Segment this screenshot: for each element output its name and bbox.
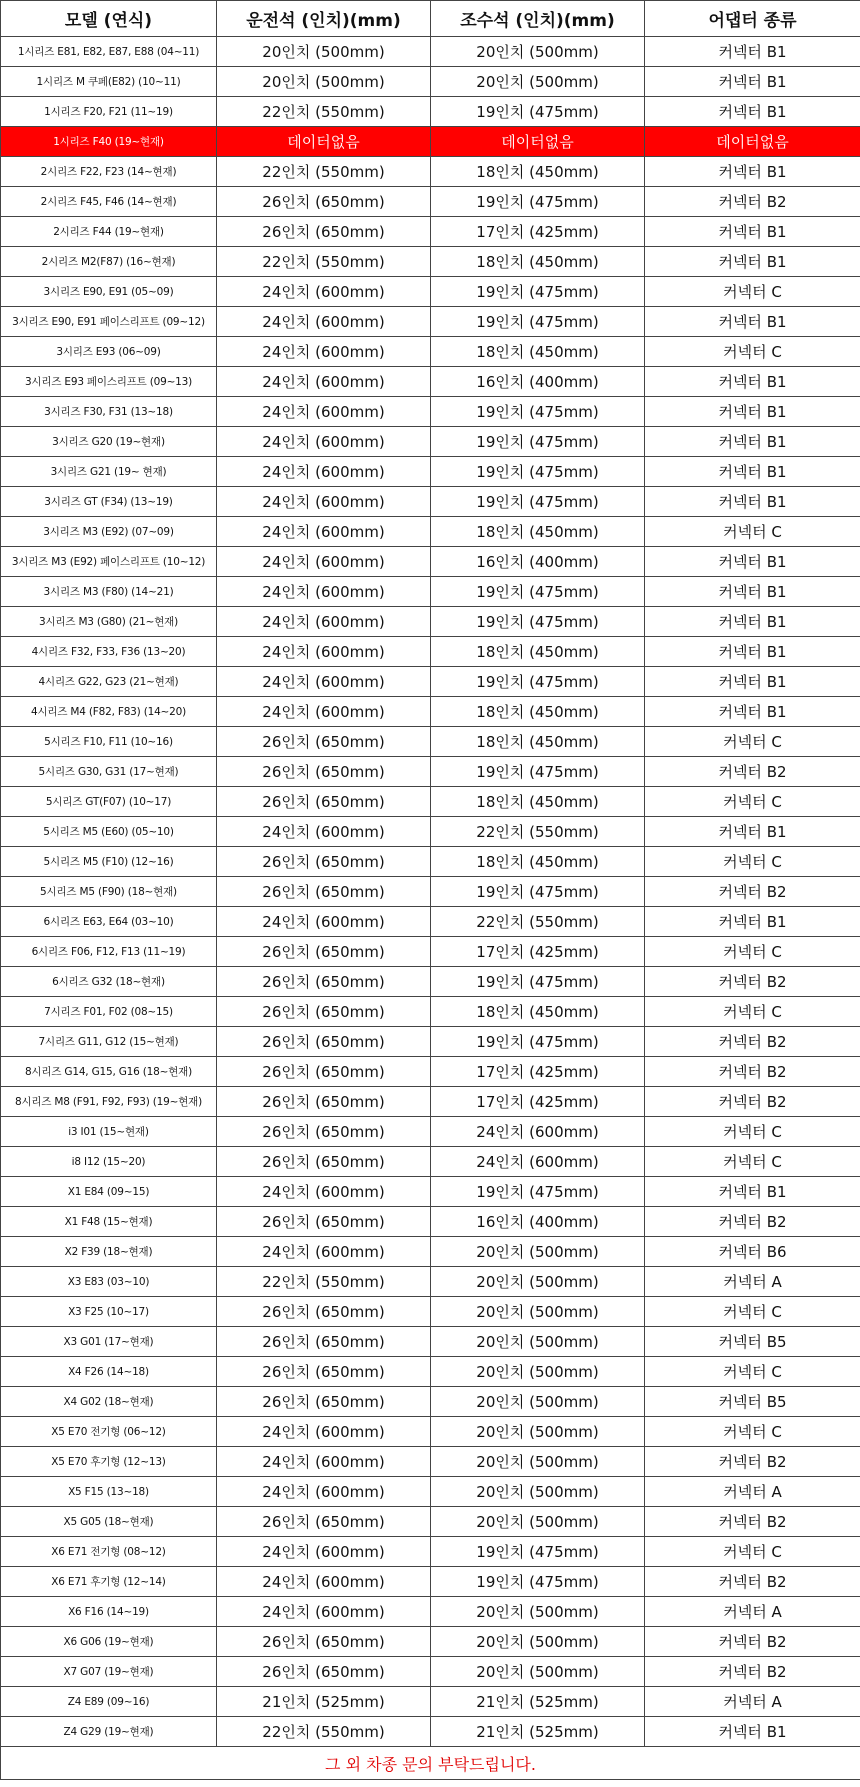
cell-model: 5시리즈 G30, G31 (17~현재): [1, 757, 217, 787]
cell-adapter: 커넥터 B2: [645, 1567, 860, 1597]
cell-passenger-size: 21인치 (525mm): [431, 1717, 645, 1747]
cell-model: X7 G07 (19~현재): [1, 1657, 217, 1687]
table-row: [1, 157, 860, 187]
table-footer: [1, 1747, 860, 1780]
cell-driver-size: 24인치 (600mm): [217, 547, 431, 577]
table-row: [1, 727, 860, 757]
cell-driver-size: 데이터없음: [217, 127, 431, 157]
cell-passenger-size: 20인치 (500mm): [431, 1477, 645, 1507]
cell-passenger-size: 20인치 (500mm): [431, 1237, 645, 1267]
cell-passenger-size: 20인치 (500mm): [431, 1297, 645, 1327]
cell-passenger-size: 21인치 (525mm): [431, 1687, 645, 1717]
cell-passenger-size: 19인치 (475mm): [431, 1537, 645, 1567]
cell-driver-size: 24인치 (600mm): [217, 1237, 431, 1267]
table-row: [1, 577, 860, 607]
cell-driver-size: 26인치 (650mm): [217, 1657, 431, 1687]
table-row: [1, 877, 860, 907]
cell-adapter: 커넥터 B1: [645, 157, 860, 187]
cell-model: 7시리즈 G11, G12 (15~현재): [1, 1027, 217, 1057]
table-row: [1, 1357, 860, 1387]
cell-passenger-size: 19인치 (475mm): [431, 427, 645, 457]
table-row: [1, 547, 860, 577]
cell-driver-size: 24인치 (600mm): [217, 1417, 431, 1447]
cell-passenger-size: 19인치 (475mm): [431, 277, 645, 307]
table-row: [1, 277, 860, 307]
cell-passenger-size: 20인치 (500mm): [431, 1267, 645, 1297]
table-row: [1, 1387, 860, 1417]
table-row: [1, 1687, 860, 1717]
cell-driver-size: 24인치 (600mm): [217, 307, 431, 337]
cell-driver-size: 24인치 (600mm): [217, 1477, 431, 1507]
cell-passenger-size: 20인치 (500mm): [431, 1657, 645, 1687]
cell-model: X3 E83 (03~10): [1, 1267, 217, 1297]
cell-passenger-size: 20인치 (500mm): [431, 1597, 645, 1627]
cell-adapter: 커넥터 C: [645, 1117, 860, 1147]
cell-driver-size: 24인치 (600mm): [217, 517, 431, 547]
cell-passenger-size: 20인치 (500mm): [431, 37, 645, 67]
cell-driver-size: 26인치 (650mm): [217, 727, 431, 757]
table-header: [1, 1, 860, 37]
table-row: [1, 187, 860, 217]
cell-passenger-size: 19인치 (475mm): [431, 187, 645, 217]
cell-passenger-size: 19인치 (475mm): [431, 1567, 645, 1597]
table-row: [1, 67, 860, 97]
cell-driver-size: 24인치 (600mm): [217, 1177, 431, 1207]
cell-passenger-size: 17인치 (425mm): [431, 937, 645, 967]
cell-passenger-size: 18인치 (450mm): [431, 997, 645, 1027]
cell-adapter: 커넥터 B1: [645, 67, 860, 97]
table-row: [1, 1447, 860, 1477]
cell-passenger-size: 20인치 (500mm): [431, 1357, 645, 1387]
cell-model: 1시리즈 E81, E82, E87, E88 (04~11): [1, 37, 217, 67]
cell-adapter: 커넥터 C: [645, 277, 860, 307]
cell-driver-size: 24인치 (600mm): [217, 1447, 431, 1477]
cell-passenger-size: 24인치 (600mm): [431, 1117, 645, 1147]
cell-driver-size: 22인치 (550mm): [217, 97, 431, 127]
cell-passenger-size: 20인치 (500mm): [431, 1627, 645, 1657]
table-row: [1, 967, 860, 997]
cell-passenger-size: 16인치 (400mm): [431, 547, 645, 577]
cell-passenger-size: 19인치 (475mm): [431, 967, 645, 997]
table-row: [1, 427, 860, 457]
cell-driver-size: 26인치 (650mm): [217, 967, 431, 997]
cell-driver-size: 26인치 (650mm): [217, 997, 431, 1027]
table-row: [1, 217, 860, 247]
cell-model: 3시리즈 E93 (06~09): [1, 337, 217, 367]
cell-model: 3시리즈 G20 (19~현재): [1, 427, 217, 457]
cell-adapter: 커넥터 B5: [645, 1387, 860, 1417]
cell-passenger-size: 19인치 (475mm): [431, 607, 645, 637]
cell-passenger-size: 19인치 (475mm): [431, 457, 645, 487]
cell-model: 3시리즈 M3 (G80) (21~현재): [1, 607, 217, 637]
cell-driver-size: 24인치 (600mm): [217, 607, 431, 637]
cell-passenger-size: 데이터없음: [431, 127, 645, 157]
cell-adapter: 커넥터 B1: [645, 457, 860, 487]
table-row: [1, 1567, 860, 1597]
table-row: [1, 757, 860, 787]
cell-adapter: 커넥터 B2: [645, 877, 860, 907]
cell-adapter: 커넥터 B2: [645, 1657, 860, 1687]
header-driver-seat: 운전석 (인치)(mm): [217, 1, 431, 37]
cell-driver-size: 20인치 (500mm): [217, 37, 431, 67]
table-row: [1, 787, 860, 817]
cell-model: 5시리즈 M5 (E60) (05~10): [1, 817, 217, 847]
table-row: [1, 1147, 860, 1177]
table-row: [1, 37, 860, 67]
cell-adapter: 커넥터 C: [645, 787, 860, 817]
cell-model: 3시리즈 GT (F34) (13~19): [1, 487, 217, 517]
cell-driver-size: 26인치 (650mm): [217, 1057, 431, 1087]
cell-adapter: 커넥터 B1: [645, 217, 860, 247]
table-row: [1, 1177, 860, 1207]
cell-passenger-size: 22인치 (550mm): [431, 907, 645, 937]
cell-adapter: 커넥터 C: [645, 1417, 860, 1447]
cell-driver-size: 24인치 (600mm): [217, 577, 431, 607]
cell-passenger-size: 20인치 (500mm): [431, 1417, 645, 1447]
cell-adapter: 커넥터 C: [645, 1147, 860, 1177]
table-row: [1, 997, 860, 1027]
cell-adapter: 커넥터 B2: [645, 1207, 860, 1237]
cell-driver-size: 26인치 (650mm): [217, 1147, 431, 1177]
cell-adapter: 커넥터 B1: [645, 37, 860, 67]
cell-model: 7시리즈 F01, F02 (08~15): [1, 997, 217, 1027]
cell-model: X4 G02 (18~현재): [1, 1387, 217, 1417]
table-row: [1, 697, 860, 727]
cell-passenger-size: 20인치 (500mm): [431, 1447, 645, 1477]
cell-adapter: 커넥터 B1: [645, 97, 860, 127]
cell-model: 3시리즈 M3 (E92) 페이스리프트 (10~12): [1, 547, 217, 577]
cell-adapter: 커넥터 B1: [645, 907, 860, 937]
cell-passenger-size: 20인치 (500mm): [431, 1507, 645, 1537]
table-row: [1, 97, 860, 127]
cell-driver-size: 24인치 (600mm): [217, 457, 431, 487]
cell-model: 2시리즈 F44 (19~현재): [1, 217, 217, 247]
cell-model: X3 F25 (10~17): [1, 1297, 217, 1327]
cell-adapter: 커넥터 B1: [645, 247, 860, 277]
table-row: [1, 1297, 860, 1327]
cell-passenger-size: 18인치 (450mm): [431, 247, 645, 277]
cell-passenger-size: 19인치 (475mm): [431, 667, 645, 697]
cell-adapter: 커넥터 B1: [645, 667, 860, 697]
cell-passenger-size: 17인치 (425mm): [431, 1087, 645, 1117]
cell-adapter: 커넥터 B2: [645, 1447, 860, 1477]
cell-driver-size: 24인치 (600mm): [217, 337, 431, 367]
cell-adapter: 커넥터 B1: [645, 397, 860, 427]
table-row: [1, 1597, 860, 1627]
cell-adapter: 커넥터 B1: [645, 547, 860, 577]
cell-passenger-size: 19인치 (475mm): [431, 307, 645, 337]
cell-adapter: 커넥터 B2: [645, 1027, 860, 1057]
cell-adapter: 커넥터 B2: [645, 1507, 860, 1537]
cell-passenger-size: 17인치 (425mm): [431, 217, 645, 247]
cell-driver-size: 26인치 (650mm): [217, 1297, 431, 1327]
cell-adapter: 커넥터 C: [645, 727, 860, 757]
cell-adapter: 커넥터 A: [645, 1687, 860, 1717]
cell-passenger-size: 20인치 (500mm): [431, 1387, 645, 1417]
cell-model: 3시리즈 E93 페이스리프트 (09~13): [1, 367, 217, 397]
cell-passenger-size: 19인치 (475mm): [431, 487, 645, 517]
header-passenger-seat: 조수석 (인치)(mm): [431, 1, 645, 37]
cell-adapter: 데이터없음: [645, 127, 860, 157]
cell-passenger-size: 19인치 (475mm): [431, 577, 645, 607]
cell-adapter: 커넥터 B2: [645, 1087, 860, 1117]
cell-model: 4시리즈 M4 (F82, F83) (14~20): [1, 697, 217, 727]
table-row: [1, 1027, 860, 1057]
cell-model: 3시리즈 M3 (F80) (14~21): [1, 577, 217, 607]
cell-driver-size: 20인치 (500mm): [217, 67, 431, 97]
cell-model: X4 F26 (14~18): [1, 1357, 217, 1387]
cell-model: X6 E71 후기형 (12~14): [1, 1567, 217, 1597]
cell-model: X1 F48 (15~현재): [1, 1207, 217, 1237]
cell-model: Z4 G29 (19~현재): [1, 1717, 217, 1747]
cell-driver-size: 24인치 (600mm): [217, 487, 431, 517]
table-row: [1, 1507, 860, 1537]
cell-model: 3시리즈 F30, F31 (13~18): [1, 397, 217, 427]
cell-passenger-size: 18인치 (450mm): [431, 787, 645, 817]
cell-model: 3시리즈 E90, E91 페이스리프트 (09~12): [1, 307, 217, 337]
table-row: [1, 667, 860, 697]
table-row: [1, 1117, 860, 1147]
cell-driver-size: 26인치 (650mm): [217, 1627, 431, 1657]
table-row: [1, 1207, 860, 1237]
table-row: [1, 847, 860, 877]
cell-driver-size: 24인치 (600mm): [217, 277, 431, 307]
table-row: [1, 607, 860, 637]
cell-adapter: 커넥터 B2: [645, 967, 860, 997]
cell-passenger-size: 19인치 (475mm): [431, 97, 645, 127]
cell-passenger-size: 17인치 (425mm): [431, 1057, 645, 1087]
cell-adapter: 커넥터 B2: [645, 757, 860, 787]
cell-adapter: 커넥터 B1: [645, 697, 860, 727]
cell-adapter: 커넥터 C: [645, 517, 860, 547]
cell-adapter: 커넥터 C: [645, 997, 860, 1027]
table-row: [1, 937, 860, 967]
table-row: [1, 337, 860, 367]
cell-passenger-size: 19인치 (475mm): [431, 1177, 645, 1207]
cell-passenger-size: 18인치 (450mm): [431, 517, 645, 547]
cell-driver-size: 26인치 (650mm): [217, 937, 431, 967]
cell-driver-size: 24인치 (600mm): [217, 397, 431, 427]
table-row: [1, 817, 860, 847]
cell-passenger-size: 19인치 (475mm): [431, 397, 645, 427]
table-row: [1, 127, 860, 157]
cell-model: 2시리즈 F45, F46 (14~현재): [1, 187, 217, 217]
cell-driver-size: 26인치 (650mm): [217, 1087, 431, 1117]
cell-passenger-size: 18인치 (450mm): [431, 157, 645, 187]
cell-driver-size: 22인치 (550mm): [217, 1267, 431, 1297]
cell-model: 6시리즈 G32 (18~현재): [1, 967, 217, 997]
cell-driver-size: 24인치 (600mm): [217, 697, 431, 727]
cell-driver-size: 26인치 (650mm): [217, 787, 431, 817]
footer-row: [1, 1747, 860, 1780]
table-row: [1, 1237, 860, 1267]
cell-passenger-size: 24인치 (600mm): [431, 1147, 645, 1177]
table-row: [1, 307, 860, 337]
cell-driver-size: 26인치 (650mm): [217, 1027, 431, 1057]
table-row: [1, 517, 860, 547]
cell-adapter: 커넥터 B2: [645, 187, 860, 217]
cell-adapter: 커넥터 A: [645, 1597, 860, 1627]
table-row: [1, 1537, 860, 1567]
cell-model: X6 F16 (14~19): [1, 1597, 217, 1627]
cell-driver-size: 24인치 (600mm): [217, 1537, 431, 1567]
cell-passenger-size: 18인치 (450mm): [431, 637, 645, 667]
cell-passenger-size: 18인치 (450mm): [431, 727, 645, 757]
cell-adapter: 커넥터 A: [645, 1267, 860, 1297]
cell-passenger-size: 19인치 (475mm): [431, 877, 645, 907]
cell-passenger-size: 18인치 (450mm): [431, 847, 645, 877]
cell-adapter: 커넥터 B2: [645, 1627, 860, 1657]
cell-model: 3시리즈 E90, E91 (05~09): [1, 277, 217, 307]
cell-driver-size: 26인치 (650mm): [217, 1327, 431, 1357]
cell-model: i8 I12 (15~20): [1, 1147, 217, 1177]
cell-model: Z4 E89 (09~16): [1, 1687, 217, 1717]
cell-model: 1시리즈 F40 (19~현재): [1, 127, 217, 157]
cell-passenger-size: 16인치 (400mm): [431, 1207, 645, 1237]
cell-model: X1 E84 (09~15): [1, 1177, 217, 1207]
table-row: [1, 637, 860, 667]
table-row: [1, 1627, 860, 1657]
cell-adapter: 커넥터 B6: [645, 1237, 860, 1267]
cell-adapter: 커넥터 B1: [645, 577, 860, 607]
cell-adapter: 커넥터 C: [645, 1357, 860, 1387]
cell-adapter: 커넥터 B1: [645, 637, 860, 667]
cell-driver-size: 26인치 (650mm): [217, 1117, 431, 1147]
cell-passenger-size: 16인치 (400mm): [431, 367, 645, 397]
cell-adapter: 커넥터 C: [645, 1537, 860, 1567]
table-row: [1, 1417, 860, 1447]
cell-model: 6시리즈 F06, F12, F13 (11~19): [1, 937, 217, 967]
cell-model: 4시리즈 F32, F33, F36 (13~20): [1, 637, 217, 667]
cell-adapter: 커넥터 B1: [645, 1717, 860, 1747]
table-row: [1, 1267, 860, 1297]
cell-driver-size: 26인치 (650mm): [217, 757, 431, 787]
table-row: [1, 1717, 860, 1747]
table-row: [1, 1477, 860, 1507]
table-row: [1, 1057, 860, 1087]
cell-model: X6 G06 (19~현재): [1, 1627, 217, 1657]
header-row: [1, 1, 860, 37]
cell-driver-size: 26인치 (650mm): [217, 187, 431, 217]
cell-driver-size: 26인치 (650mm): [217, 217, 431, 247]
cell-model: 5시리즈 M5 (F90) (18~현재): [1, 877, 217, 907]
cell-adapter: 커넥터 B1: [645, 487, 860, 517]
cell-driver-size: 26인치 (650mm): [217, 1507, 431, 1537]
cell-model: 2시리즈 F22, F23 (14~현재): [1, 157, 217, 187]
cell-model: X5 F15 (13~18): [1, 1477, 217, 1507]
cell-driver-size: 22인치 (550mm): [217, 247, 431, 277]
cell-adapter: 커넥터 C: [645, 937, 860, 967]
table-row: [1, 457, 860, 487]
table-row: [1, 907, 860, 937]
cell-adapter: 커넥터 B1: [645, 1177, 860, 1207]
cell-model: 5시리즈 GT(F07) (10~17): [1, 787, 217, 817]
cell-adapter: 커넥터 C: [645, 847, 860, 877]
table-row: [1, 1327, 860, 1357]
cell-model: X2 F39 (18~현재): [1, 1237, 217, 1267]
cell-adapter: 커넥터 B1: [645, 367, 860, 397]
cell-passenger-size: 19인치 (475mm): [431, 757, 645, 787]
cell-driver-size: 26인치 (650mm): [217, 1387, 431, 1417]
cell-model: 6시리즈 E63, E64 (03~10): [1, 907, 217, 937]
cell-adapter: 커넥터 B1: [645, 307, 860, 337]
cell-passenger-size: 20인치 (500mm): [431, 67, 645, 97]
table-row: [1, 487, 860, 517]
table-row: [1, 247, 860, 277]
cell-model: 5시리즈 M5 (F10) (12~16): [1, 847, 217, 877]
cell-driver-size: 24인치 (600mm): [217, 1597, 431, 1627]
cell-model: 1시리즈 M 쿠페(E82) (10~11): [1, 67, 217, 97]
cell-model: X5 G05 (18~현재): [1, 1507, 217, 1537]
cell-passenger-size: 18인치 (450mm): [431, 697, 645, 727]
cell-model: X5 E70 전기형 (06~12): [1, 1417, 217, 1447]
footer-note: 그 외 차종 문의 부탁드립니다.: [1, 1747, 860, 1780]
cell-driver-size: 21인치 (525mm): [217, 1687, 431, 1717]
cell-driver-size: 26인치 (650mm): [217, 877, 431, 907]
cell-driver-size: 26인치 (650mm): [217, 1357, 431, 1387]
cell-adapter: 커넥터 C: [645, 337, 860, 367]
cell-model: 4시리즈 G22, G23 (21~현재): [1, 667, 217, 697]
cell-adapter: 커넥터 B2: [645, 1057, 860, 1087]
header-adapter-type: 어댑터 종류: [645, 1, 860, 37]
table-row: [1, 1087, 860, 1117]
cell-driver-size: 24인치 (600mm): [217, 367, 431, 397]
cell-model: X5 E70 후기형 (12~13): [1, 1447, 217, 1477]
cell-model: 5시리즈 F10, F11 (10~16): [1, 727, 217, 757]
cell-adapter: 커넥터 A: [645, 1477, 860, 1507]
cell-model: 1시리즈 F20, F21 (11~19): [1, 97, 217, 127]
cell-model: 8시리즈 M8 (F91, F92, F93) (19~현재): [1, 1087, 217, 1117]
cell-driver-size: 24인치 (600mm): [217, 1567, 431, 1597]
cell-adapter: 커넥터 B5: [645, 1327, 860, 1357]
cell-adapter: 커넥터 B1: [645, 427, 860, 457]
table-body: [1, 37, 860, 1747]
cell-passenger-size: 20인치 (500mm): [431, 1327, 645, 1357]
cell-passenger-size: 18인치 (450mm): [431, 337, 645, 367]
cell-driver-size: 26인치 (650mm): [217, 847, 431, 877]
cell-model: X3 G01 (17~현재): [1, 1327, 217, 1357]
table-row: [1, 367, 860, 397]
cell-driver-size: 24인치 (600mm): [217, 427, 431, 457]
cell-passenger-size: 19인치 (475mm): [431, 1027, 645, 1057]
table-row: [1, 1657, 860, 1687]
cell-passenger-size: 22인치 (550mm): [431, 817, 645, 847]
cell-driver-size: 26인치 (650mm): [217, 1207, 431, 1237]
cell-driver-size: 24인치 (600mm): [217, 637, 431, 667]
cell-driver-size: 24인치 (600mm): [217, 667, 431, 697]
cell-driver-size: 24인치 (600mm): [217, 817, 431, 847]
cell-model: 3시리즈 M3 (E92) (07~09): [1, 517, 217, 547]
cell-adapter: 커넥터 B1: [645, 607, 860, 637]
header-model: 모델 (연식): [1, 1, 217, 37]
cell-model: 2시리즈 M2(F87) (16~현재): [1, 247, 217, 277]
table-row: [1, 397, 860, 427]
cell-driver-size: 22인치 (550mm): [217, 1717, 431, 1747]
cell-model: 8시리즈 G14, G15, G16 (18~현재): [1, 1057, 217, 1087]
cell-adapter: 커넥터 C: [645, 1297, 860, 1327]
cell-adapter: 커넥터 B1: [645, 817, 860, 847]
cell-model: i3 I01 (15~현재): [1, 1117, 217, 1147]
cell-model: 3시리즈 G21 (19~ 현재): [1, 457, 217, 487]
cell-driver-size: 22인치 (550mm): [217, 157, 431, 187]
cell-model: X6 E71 전기형 (08~12): [1, 1537, 217, 1567]
cell-driver-size: 24인치 (600mm): [217, 907, 431, 937]
